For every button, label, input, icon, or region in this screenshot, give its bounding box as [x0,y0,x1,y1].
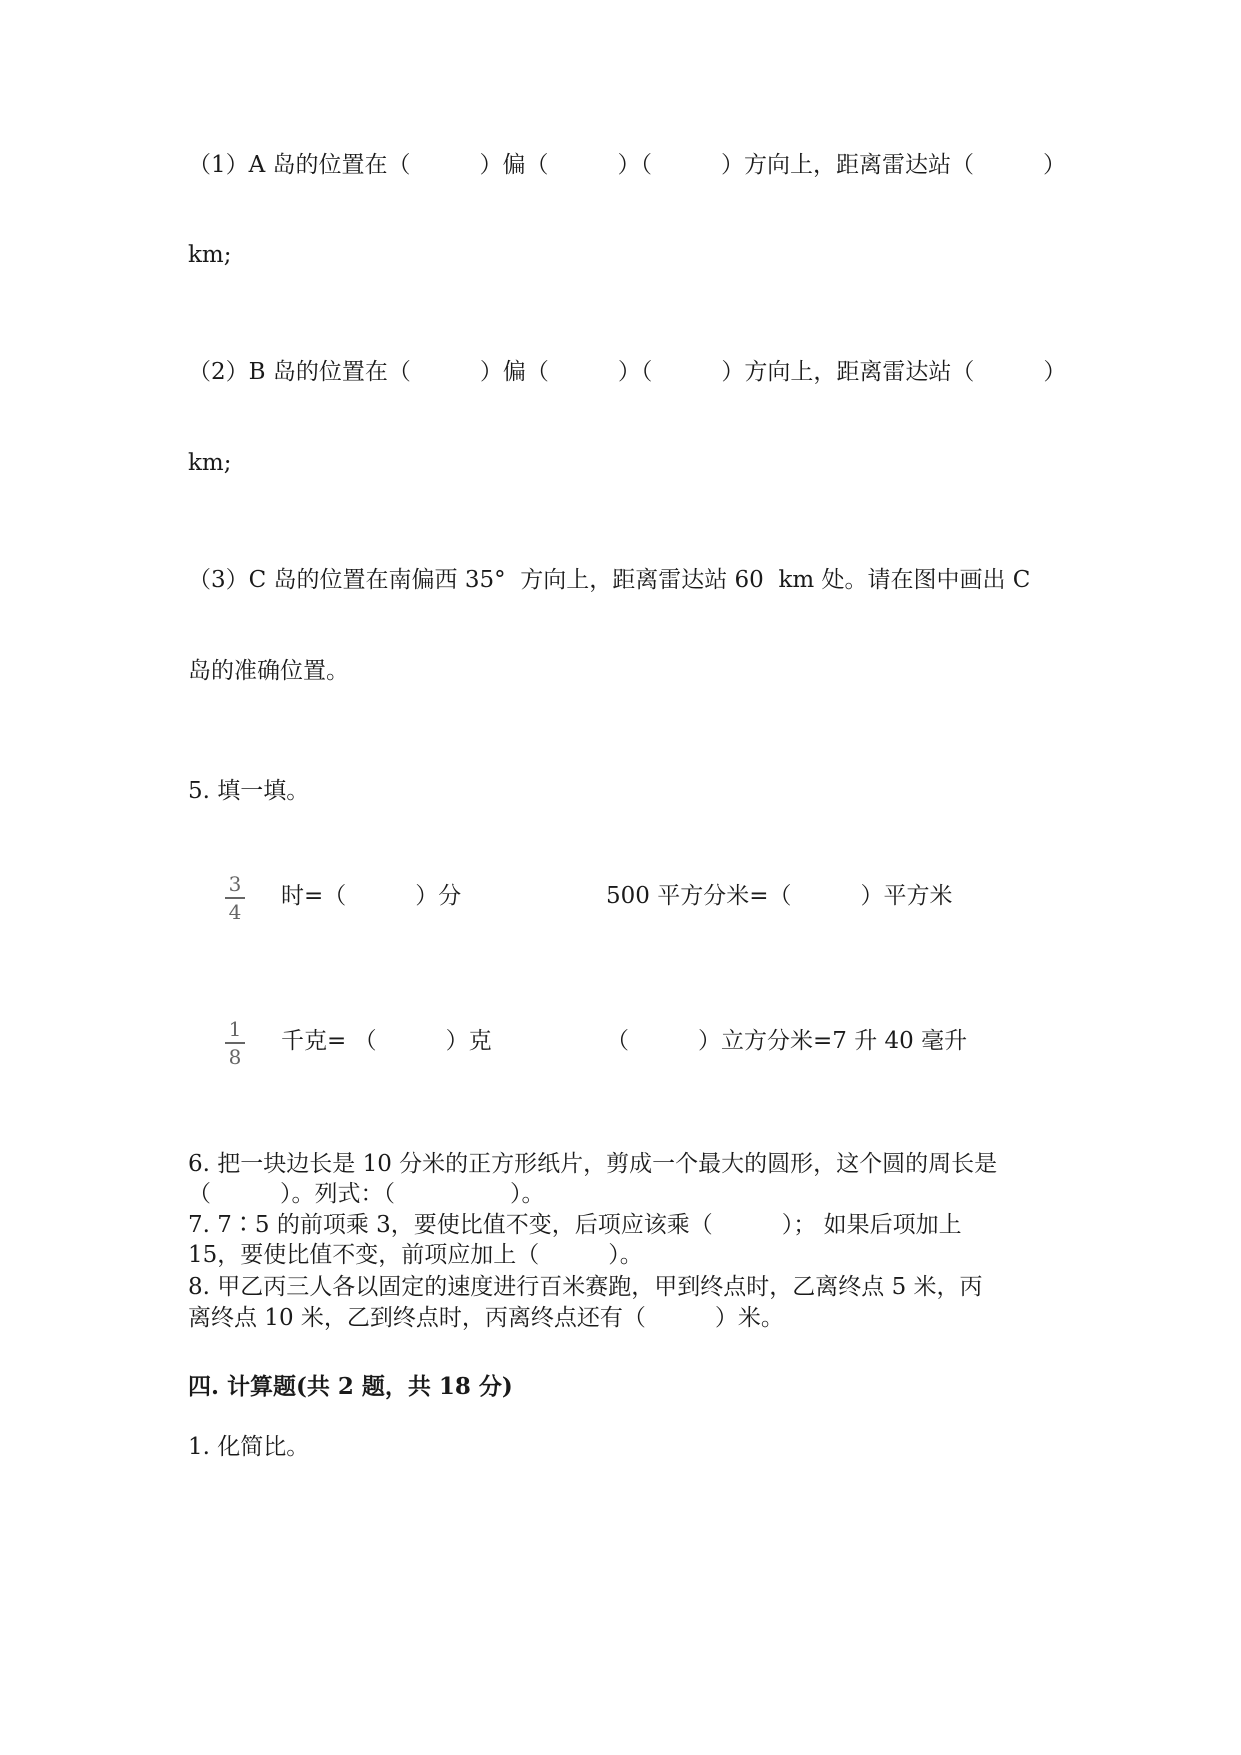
q5-row1-right: 500 平方分米=（ ）平方米 [606,883,953,909]
q5-row2-right: （ ）立方分米=7 升 40 毫升 [606,1028,968,1054]
q4-sub3-line2: 岛的准确位置。 [188,658,349,684]
q6-line2: （ ）。列式：（ ）。 [188,1181,545,1207]
q7-line1: 7. 7∶5 的前项乘 3，要使比值不变，后项应该乘（ ）； 如果后项加上 [188,1212,962,1238]
fraction-denominator: 4 [228,900,242,924]
fraction-denominator: 8 [228,1045,242,1069]
q4-sub3-line1: （3）C 岛的位置在南偏西 35° 方向上，距离雷达站 60 km 处。请在图中画出 C [188,567,1031,593]
section4-title: 四. 计算题(共 2 题，共 18 分) [188,1373,513,1400]
q4-sub1-line2: km; [188,242,232,268]
fraction-bar [225,897,245,899]
q5-row2-fraction [221,1018,249,1068]
fraction-bar [225,1042,245,1044]
q4-sub2-line2: km; [188,450,232,476]
fraction-numerator: 3 [228,872,242,896]
q5-row1-fraction [221,873,249,923]
q4-sub2-line1: （2）B 岛的位置在（ ）偏（ ）（ ）方向上，距离雷达站（ ） [188,359,1067,385]
q6-line1: 6. 把一块边长是 10 分米的正方形纸片，剪成一个最大的圆形，这个圆的周长是 [188,1151,998,1177]
q8-line1: 8. 甲乙丙三人各以固定的速度进行百米赛跑，甲到终点时，乙离终点 5 米，丙 [188,1274,983,1300]
fraction-numerator: 1 [228,1017,242,1041]
q8-line2: 离终点 10 米，乙到终点时，丙离终点还有（ ）米。 [188,1305,784,1331]
q7-line2: 15，要使比值不变，前项应加上（ ）。 [188,1242,643,1268]
q5-row2-left: 千克= （ ）克 [281,1028,492,1054]
q5-title: 5. 填一填。 [188,778,310,804]
q4-sub1-line1: （1）A 岛的位置在（ ）偏（ ）（ ）方向上，距离雷达站（ ） [188,152,1067,178]
q5-row1-left: 时=（ ）分 [281,883,462,909]
calc1-title: 1. 化简比。 [188,1434,310,1460]
